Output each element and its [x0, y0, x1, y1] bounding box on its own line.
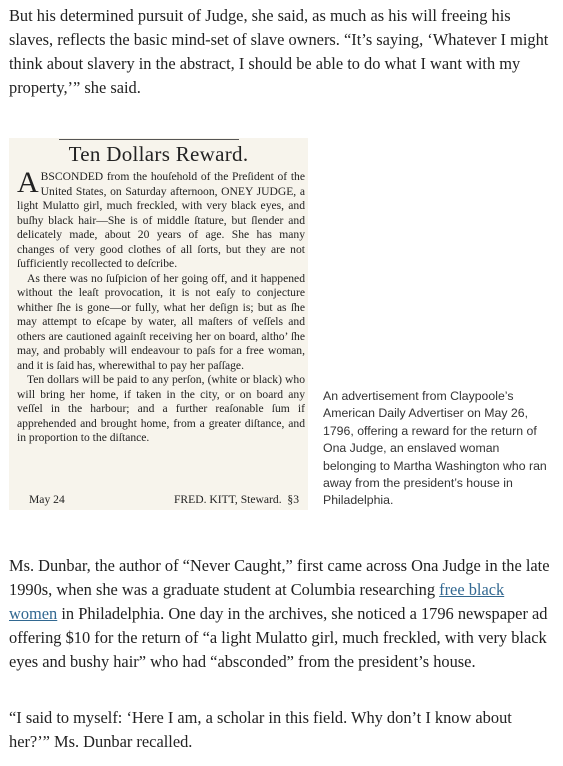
image-caption: An advertisement from Claypoole’s American Daily Advertiser on May 26, 1796, offering a reward for the return of Ona Judge, an enslaved woman belonging to Martha Washington who ran away from the president’s house in Philadelphia.	[323, 389, 547, 508]
advertisement-paragraph	[17, 166, 305, 272]
advertisement-text: BSCONDED from the houſehold of the Preſident of the United States, on Saturday afternoon, ONEY JUDGE, a light Mulatto girl, much freckled, with very black eyes, and buſhy black hair—She is of middle ſtature, but ſlender and delicately made, about 20 years of age. She has many changes of very good clothes of all ſorts, but they are not ſufficiently recollected to deſcribe.	[17, 170, 305, 270]
advertisement-body	[17, 166, 305, 446]
advertisement-signature	[174, 493, 299, 507]
advertisement-image	[9, 138, 308, 510]
advertisement-title: Ten Dollars Reward.	[68, 142, 249, 166]
advertisement-paragraph: Ten dollars will be paid to any perſon, (white or black) who will bring her home, if taken in the city, or on board any veſſel in the harbour; and a further reaſonable ſum if apprehended and brought home, from a greater diſtance, and in proportion to the diſtance.	[17, 373, 305, 444]
drop-cap: A	[17, 166, 39, 199]
article-paragraph: But his determined pursuit of Judge, she said, as much as his will freeing his slaves, reflects the basic mind-set of slave owners. “It’s saying, ‘Whatever I might think about slavery in the abstract, I should be able to do what I want with my property,’” she said.	[9, 6, 549, 97]
advertisement-date: May 24	[29, 493, 65, 506]
article-paragraph: “I said to myself: ‘Here I am, a scholar in this field. Why don’t I know about her?’” Ms. Dunbar recalled.	[9, 708, 512, 751]
free-black-women-link[interactable]: free black women	[9, 580, 505, 623]
paragraph-text: in Philadelphia. One day in the archives, she noticed a 1796 newspaper ad offering $10 for the return of “a light Mulatto girl, much freckled, with very black eyes and bushy hair” who had “absconded” from the president’s house.	[9, 604, 548, 671]
signature-name: FRED. KITT, Steward.	[173, 493, 282, 506]
article-paragraph	[9, 554, 554, 674]
issue-mark: §3	[287, 493, 299, 506]
clipping-rule	[59, 139, 239, 140]
advertisement-paragraph: As there was no ſuſpicion of her going off, and it happened without the leaſt provocation, it is not eaſy to conjecture whither ſhe is gone—or fully, what her deſign is; but as ſhe may attempt to eſcape by water, all maſters of veſſels and others are cautioned againſt receiving her on board, altho’ ſhe may, and probably will endeavour to paſs for a free woman, and it is ſaid has, wherewithal to pay her paſſage.	[17, 271, 305, 372]
paragraph-text: Ms. Dunbar, the author of “Never Caught,” first came across Ona Judge in the late 1990s, when she was a graduate student at Columbia researching	[9, 556, 550, 599]
